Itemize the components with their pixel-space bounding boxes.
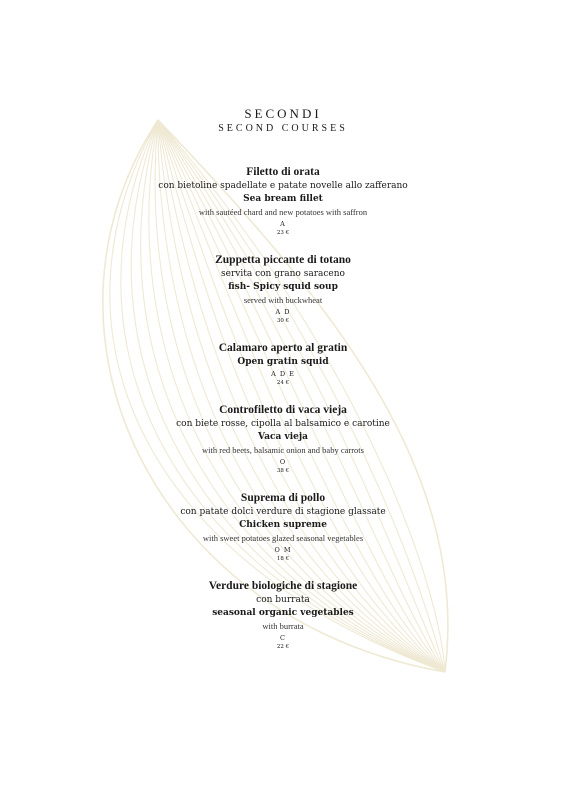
allergen-codes: O M xyxy=(274,546,292,554)
menu-item xyxy=(0,403,566,476)
dish-name-english: Chicken supreme xyxy=(239,520,327,530)
allergen-codes: A D xyxy=(275,308,291,316)
dish-price: 23 € xyxy=(276,230,290,236)
allergen-codes: A D E xyxy=(271,370,295,378)
dish-description-italian: con biete rosse, cipolla al balsamico e carotine xyxy=(176,419,390,429)
dish-name-english: Vaca vieja xyxy=(258,432,308,442)
menu-item xyxy=(0,165,566,238)
menu-item xyxy=(0,491,566,564)
dish-description-english: with sweet potatoes glazed seasonal vegetables xyxy=(202,533,364,543)
dish-name-italian: Filetto di orata xyxy=(246,166,320,178)
dish-name-italian: Suprema di pollo xyxy=(240,492,326,504)
dish-name-italian: Zuppetta piccante di totano xyxy=(215,254,351,266)
dish-price: 30 € xyxy=(276,318,290,324)
dish-name-english: fish- Spicy squid soup xyxy=(228,282,338,292)
dish-name-italian: Calamaro aperto al gratin xyxy=(218,342,348,354)
menu-item xyxy=(0,341,566,388)
allergen-codes: C xyxy=(280,634,286,642)
dish-description-italian: con bietoline spadellate e patate novelle allo zafferano xyxy=(158,181,408,191)
dish-price: 18 € xyxy=(276,556,290,562)
dish-description-english: with burrata xyxy=(262,621,304,631)
allergen-codes: A xyxy=(280,220,286,228)
dish-description-english: served with buckwheat xyxy=(243,295,323,305)
dish-description-english: with red beets, balsamic onion and baby carrots xyxy=(202,445,364,455)
dish-name-english: Sea bream fillet xyxy=(243,194,323,204)
page-subtitle: SECOND COURSES xyxy=(218,123,348,134)
dish-description-italian: con burrata xyxy=(256,595,310,605)
menu-item xyxy=(0,253,566,326)
dish-name-english: Open gratin squid xyxy=(237,357,329,367)
dish-description-italian: servita con grano saraceno xyxy=(221,269,345,279)
dish-name-english: seasonal organic vegetables xyxy=(212,608,354,618)
dish-name-italian: Controfiletto di vaca vieja xyxy=(219,404,347,416)
dish-price: 22 € xyxy=(276,644,290,650)
menu-item xyxy=(0,579,566,652)
dish-price: 24 € xyxy=(276,380,290,386)
menu-list xyxy=(0,165,566,667)
allergen-codes: O xyxy=(279,458,287,466)
dish-name-italian: Verdure biologiche di stagione xyxy=(208,580,358,592)
dish-price: 38 € xyxy=(276,468,290,474)
dish-description-english: with sautéed chard and new potatoes with saffron xyxy=(198,207,368,217)
page-title: SECONDI xyxy=(244,106,322,121)
dish-description-italian: con patate dolci verdure di stagione glassate xyxy=(180,507,386,517)
